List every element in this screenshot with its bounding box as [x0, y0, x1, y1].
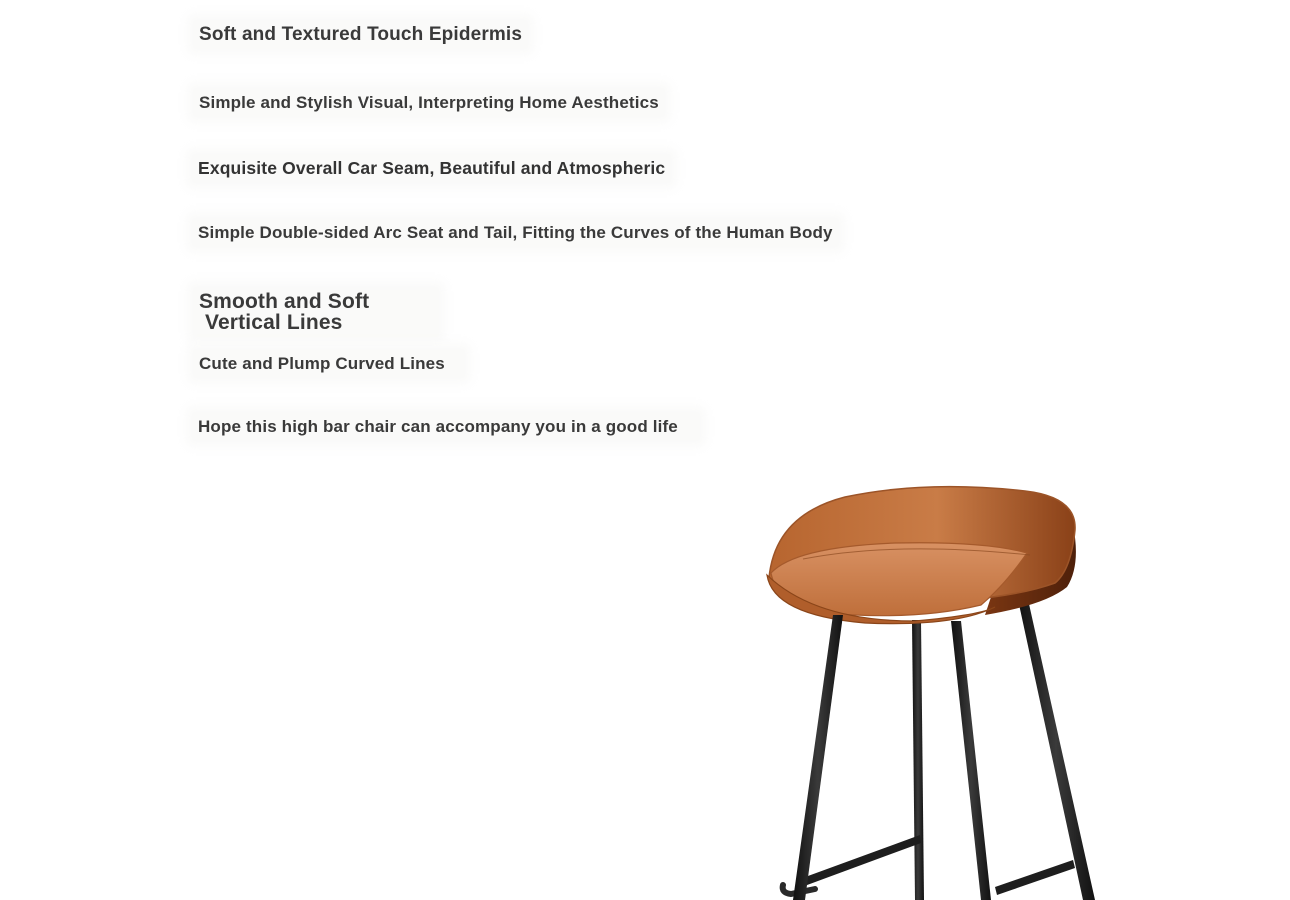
feature-curved-lines: Cute and Plump Curved Lines: [193, 349, 465, 378]
feature-stylish-visual: Simple and Stylish Visual, Interpreting Home Aesthetics: [193, 88, 665, 117]
feature-arc-seat: Simple Double-sided Arc Seat and Tail, Fitting the Curves of the Human Body: [192, 218, 839, 247]
bar-chair-image: [755, 475, 1105, 900]
footrest-bars: [783, 835, 1075, 895]
feature-good-life: Hope this high bar chair can accompany you in a good life: [192, 412, 700, 441]
feature-car-seam: Exquisite Overall Car Seam, Beautiful and Atmospheric: [192, 154, 671, 183]
front-legs: [793, 615, 991, 900]
feature-soft-touch-epidermis: Soft and Textured Touch Epidermis: [193, 20, 528, 49]
feature-vertical-lines: Smooth and Soft Vertical Lines: [193, 287, 439, 337]
rear-legs: [912, 595, 1095, 900]
